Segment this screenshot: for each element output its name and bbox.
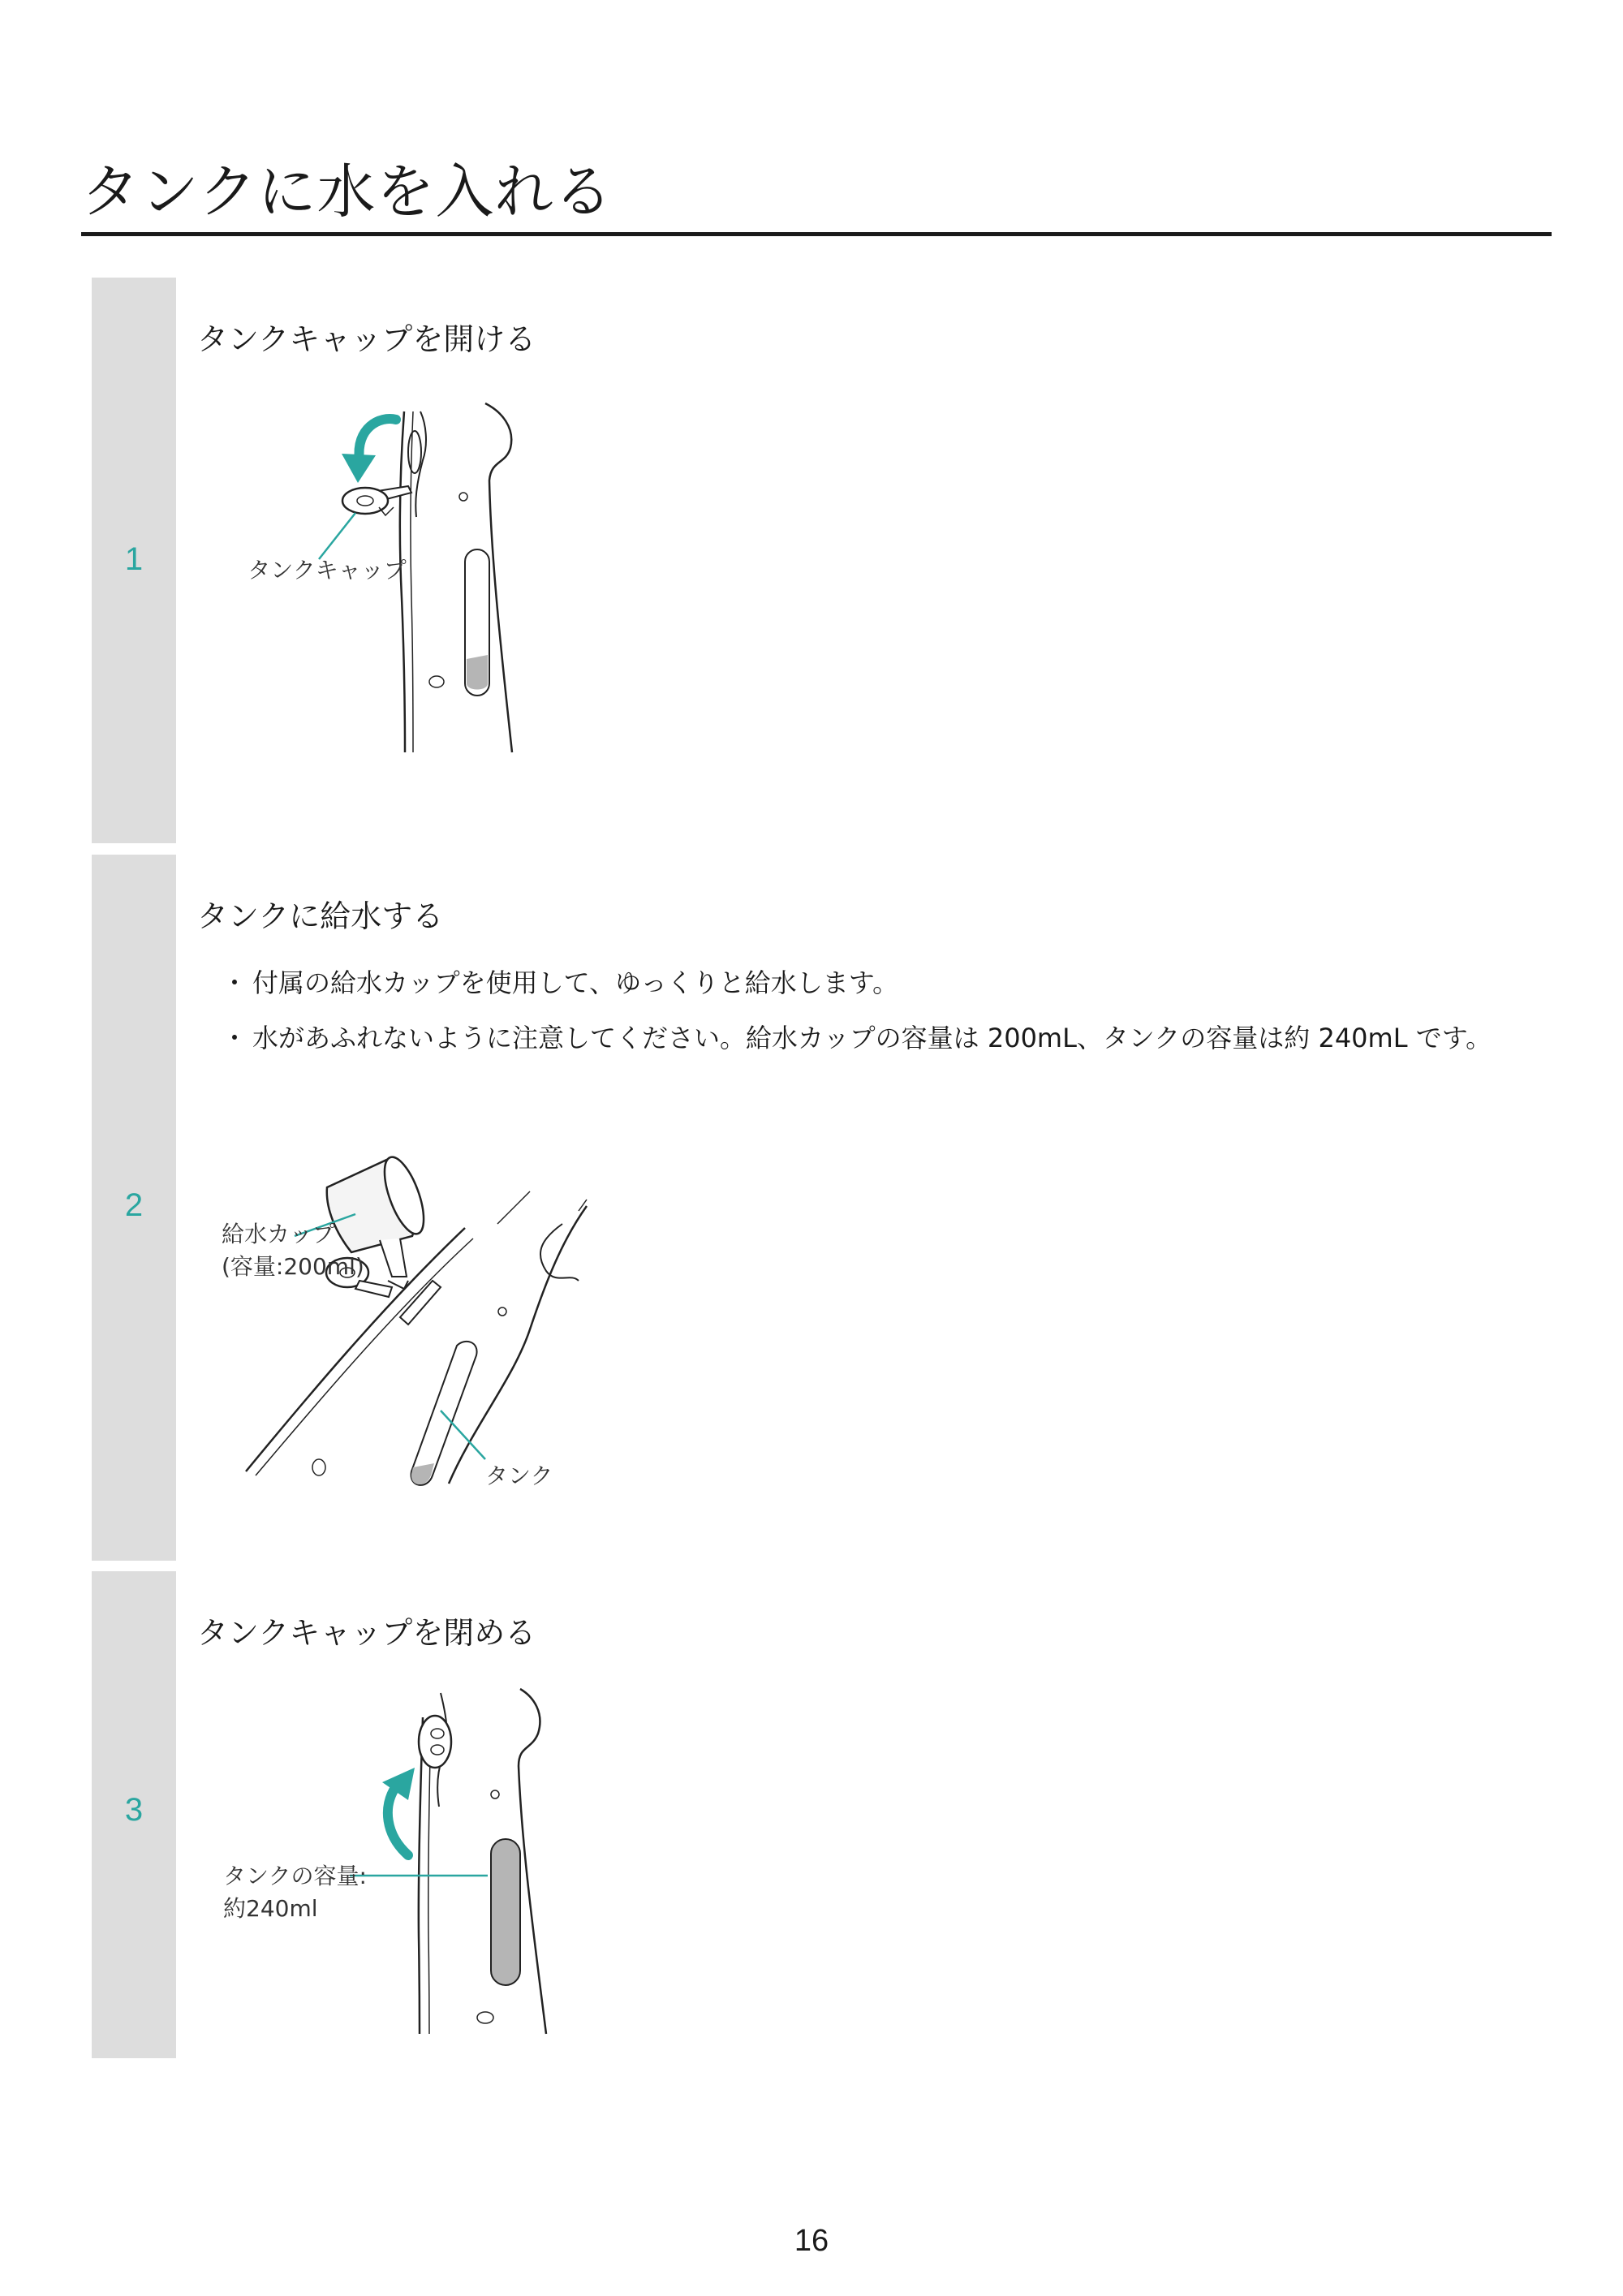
rotate-open-arrow-icon xyxy=(359,419,396,460)
tank-cap-shape xyxy=(419,1716,451,1768)
bullet-text: 付属の給水カップを使用して、ゆっくりと給水します。 xyxy=(252,967,899,998)
step-number: 1 xyxy=(124,541,144,577)
callout-tank-capacity-value: 約240ml xyxy=(223,1895,318,1922)
illustration-close-cap xyxy=(205,1693,627,2034)
step-3 xyxy=(92,1571,1561,2058)
callout-water-cup-capacity: (容量:200ml) xyxy=(222,1253,364,1280)
step-1 xyxy=(92,278,1561,843)
callout-tank-cap: タンクキャップ xyxy=(248,557,407,584)
tank-window-shape xyxy=(491,1839,520,1985)
step-heading: タンクキャップを閉める xyxy=(197,1615,536,1651)
list-item xyxy=(222,967,1552,999)
step-number: 2 xyxy=(124,1187,144,1223)
title-rule xyxy=(81,232,1552,236)
cap-socket-shape xyxy=(408,431,421,473)
page-number: 16 xyxy=(794,2224,829,2258)
bullet-text: 水があふれないように注意してください。給水カップの容量は 200mL、タンクの容量は約 240mL です。 xyxy=(252,1023,1492,1053)
list-item xyxy=(222,1022,1552,1054)
illustration-fill-water xyxy=(205,1143,660,1549)
bullet-icon: ・ xyxy=(222,1023,248,1053)
step-2 xyxy=(92,855,1561,1561)
callout-tank: タンク xyxy=(485,1462,553,1489)
step-heading: タンクキャップを開ける xyxy=(197,321,536,357)
bullet-list xyxy=(222,967,1552,1077)
page-title: タンクに水を入れる xyxy=(81,157,613,226)
bullet-icon: ・ xyxy=(222,967,248,998)
illustration-open-cap xyxy=(222,411,644,752)
callout-water-cup: 給水カップ xyxy=(222,1221,335,1247)
step-heading: タンクに給水する xyxy=(197,898,444,934)
callout-tank-capacity-label: タンクの容量: xyxy=(223,1863,367,1889)
step-number: 3 xyxy=(124,1792,144,1828)
